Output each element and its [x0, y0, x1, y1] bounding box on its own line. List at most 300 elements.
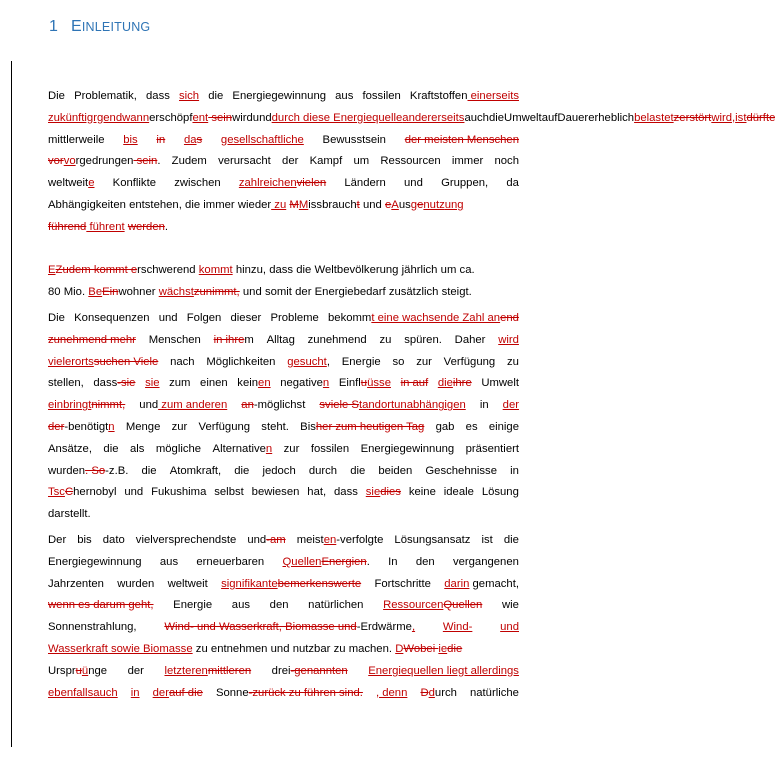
inserted-text: wird, [711, 111, 736, 124]
text-run: entnehmen [210, 642, 268, 655]
deleted-text: dürfte [746, 111, 775, 124]
text-run: und [404, 177, 423, 190]
text-run: wurden [117, 577, 155, 590]
word [470, 683, 519, 705]
text-run: dato [102, 533, 125, 546]
text-run: zusätzlich [388, 286, 439, 299]
word [711, 108, 735, 130]
text-run: weltweit [48, 177, 89, 190]
word [113, 173, 156, 195]
text-run: Problematik, [74, 90, 137, 102]
text-line [48, 173, 519, 195]
word [48, 461, 128, 483]
text-run: zu [379, 333, 392, 346]
text-run: Urspr [48, 664, 76, 677]
text-run: ideale [443, 486, 474, 499]
text-run: dieser [230, 311, 262, 324]
word [253, 108, 272, 130]
text-run: hernobyl [73, 486, 117, 499]
word [402, 260, 438, 282]
text-run: es [465, 420, 478, 433]
word [507, 352, 519, 374]
word [48, 617, 137, 639]
word [128, 217, 168, 239]
inserted-text: belastet [634, 111, 674, 124]
inserted-text: n [322, 377, 330, 390]
inserted-text: gesucht [287, 355, 327, 368]
word [289, 195, 359, 217]
deleted-text: -am [266, 533, 286, 546]
word [232, 108, 253, 130]
word [160, 552, 178, 574]
text-line [48, 130, 519, 152]
inserted-text: der [152, 686, 169, 699]
word [295, 282, 311, 304]
deleted-text: s [319, 399, 326, 412]
word [139, 395, 227, 417]
text-line [48, 308, 519, 330]
word [48, 130, 105, 152]
inserted-text: führent [86, 220, 125, 233]
text-run: Probleme [270, 311, 319, 324]
inserted-text: M [298, 198, 309, 211]
text-line [48, 595, 519, 617]
text-line [48, 86, 519, 108]
text-run: erneuerbaren [196, 555, 265, 568]
text-run: stellen, [48, 377, 84, 390]
word [334, 639, 346, 661]
deleted-text: . So [85, 464, 106, 477]
word [401, 373, 429, 395]
text-run: Ländern [344, 177, 386, 190]
text-run: keine [408, 486, 436, 499]
word [196, 639, 208, 661]
text-run: den [269, 599, 289, 612]
deleted-text: der meisten Menschen [404, 133, 519, 146]
word [48, 661, 107, 683]
text-run: Menge [125, 420, 161, 433]
word [238, 195, 286, 217]
text-run: -z. [105, 464, 118, 477]
word [442, 282, 472, 304]
inserted-text: darin [444, 577, 470, 590]
inserted-text: sie [145, 377, 160, 390]
word [557, 108, 588, 130]
deleted-text: M [289, 198, 299, 211]
word [366, 482, 401, 504]
text-line [48, 417, 519, 439]
word [269, 260, 293, 282]
text-run: hat, [307, 486, 327, 499]
revision-change-bar [11, 61, 12, 747]
text-run: als [129, 442, 145, 455]
word [466, 439, 519, 461]
text-run: verursacht [218, 155, 271, 168]
word [503, 395, 519, 417]
text-run: Fukushima [151, 486, 207, 499]
word [500, 617, 519, 639]
text-run: aus [159, 555, 179, 568]
word [231, 308, 262, 330]
word [284, 439, 300, 461]
text-run: nge [88, 664, 108, 677]
text-run: . [157, 155, 161, 168]
word [262, 461, 295, 483]
word [498, 330, 519, 352]
text-run: bekomm [328, 311, 372, 324]
word [48, 639, 193, 661]
deleted-text: -genannten [290, 664, 348, 677]
word [48, 417, 115, 439]
text-run: wird [232, 111, 253, 124]
text-run: Fortschritte [374, 577, 431, 590]
text-run: einen [200, 377, 228, 390]
word [74, 308, 149, 330]
document-body[interactable] [48, 86, 775, 704]
text-run: Energie [173, 599, 213, 612]
inserted-text: tandort [358, 399, 395, 412]
inserted-text: durch diese Energiequelle [271, 111, 403, 124]
word [128, 661, 144, 683]
text-run: in [510, 464, 519, 477]
word [441, 173, 488, 195]
text-line [48, 639, 519, 661]
word [174, 173, 220, 195]
word [232, 86, 326, 108]
paragraph [48, 308, 519, 526]
text-run: und [139, 399, 159, 412]
text-run: mögliche [155, 442, 202, 455]
text-run: die [234, 464, 250, 477]
deleted-text: s [196, 133, 203, 146]
deleted-text: Energien [321, 555, 367, 568]
word [239, 173, 326, 195]
word [416, 352, 432, 374]
word [123, 130, 137, 152]
text-run: zu [333, 642, 346, 655]
inserted-text: einbringt [48, 399, 92, 412]
deleted-text: sein [208, 111, 233, 124]
text-run: wieder [237, 198, 272, 211]
deleted-text: die [447, 642, 463, 655]
word [404, 173, 423, 195]
text-run: spüren. [404, 333, 442, 346]
word [405, 130, 519, 152]
text-line [48, 683, 519, 705]
deleted-text: Ein [102, 286, 119, 299]
text-run: Energiebedarf [314, 286, 386, 299]
word [315, 260, 399, 282]
word [510, 461, 519, 483]
inserted-text: vo [63, 155, 76, 168]
word [310, 151, 343, 173]
text-run: und [247, 533, 267, 546]
text-run: nutzbar [292, 642, 331, 655]
text-run: dass [334, 486, 358, 499]
text-run: aus [335, 90, 354, 102]
deleted-text: zunimmt, [193, 286, 240, 299]
word [378, 461, 412, 483]
text-run: zu [506, 355, 519, 368]
text-run: und [124, 486, 144, 499]
word [48, 439, 92, 461]
text-run: entstehen, [129, 198, 182, 211]
word [453, 552, 519, 574]
word [272, 108, 403, 130]
word [444, 574, 519, 596]
inserted-text: ie [438, 642, 448, 655]
word [339, 373, 391, 395]
text-run: gab [435, 420, 455, 433]
text-run: einige [488, 420, 519, 433]
word [136, 530, 236, 552]
word [48, 552, 142, 574]
text-run: zur [171, 420, 188, 433]
text-run: zur [283, 442, 300, 455]
word [480, 395, 489, 417]
inserted-text: wächst [158, 286, 194, 299]
text-run: weltweit [167, 577, 208, 590]
word [481, 373, 519, 395]
inserted-text: zukünftigrgendwann [48, 111, 150, 124]
text-run: hinzu, [235, 264, 267, 277]
inserted-text: t eine wachsende Zahl an [371, 311, 501, 324]
text-run: ca. [459, 264, 475, 277]
text-run: zur [416, 355, 432, 368]
text-run: der [127, 664, 144, 677]
deleted-text: zerstört [673, 111, 712, 124]
text-run: vielversprechendste [135, 533, 237, 546]
word [353, 151, 369, 173]
word [335, 86, 353, 108]
word [409, 482, 436, 504]
text-run: negative [280, 377, 323, 390]
word [308, 330, 367, 352]
text-run: erheblich [588, 111, 635, 124]
inserted-text: unabhängigen [394, 399, 466, 412]
text-run: m [244, 333, 254, 346]
word [323, 130, 386, 152]
text-line [48, 530, 519, 552]
text-run: zunehmend [307, 333, 367, 346]
word [185, 195, 200, 217]
word [48, 308, 65, 330]
word [221, 130, 304, 152]
deleted-text: e [385, 198, 392, 211]
text-run: Bewusstsein [322, 133, 386, 146]
word [218, 151, 271, 173]
word [460, 260, 475, 282]
inserted-text: vielerorts [48, 355, 94, 368]
text-run: somit [264, 286, 292, 299]
word [362, 86, 400, 108]
word [48, 504, 91, 526]
text-run: die [503, 533, 519, 546]
section-title: EINLEITUNG [71, 18, 151, 35]
word [272, 661, 348, 683]
text-run: bewiesen [251, 486, 300, 499]
text-line [48, 260, 519, 282]
text-run: Geschehnisse [425, 464, 497, 477]
word [466, 417, 478, 439]
inserted-text: und [500, 621, 519, 634]
word [187, 308, 222, 330]
text-run: in [479, 399, 489, 412]
text-run: wie [501, 599, 519, 612]
word [237, 373, 270, 395]
paragraph-spacing [48, 239, 519, 261]
word [502, 595, 519, 617]
word [452, 151, 483, 173]
text-line [48, 617, 519, 639]
text-run: die [208, 90, 224, 102]
text-run: und [362, 198, 382, 211]
word [236, 260, 266, 282]
inserted-text: E [48, 264, 56, 277]
word [394, 530, 470, 552]
word [380, 151, 440, 173]
text-run: B. [117, 464, 129, 477]
text-line [48, 195, 519, 217]
word [420, 683, 456, 705]
inserted-text: ist [735, 111, 747, 124]
inserted-text: da [183, 133, 197, 146]
word [464, 108, 489, 130]
text-run: aus [231, 599, 250, 612]
word [216, 683, 363, 705]
text-run: rschwerend [137, 264, 196, 277]
text-run: und [242, 286, 262, 299]
word [252, 482, 300, 504]
text-run: der [282, 155, 299, 168]
text-run: nach [170, 355, 195, 368]
text-run: die [488, 111, 505, 124]
word [48, 373, 84, 395]
deleted-text: ihre [452, 377, 472, 390]
text-run: Alternative [212, 442, 266, 455]
deleted-text: zunehmend mehr [48, 333, 136, 346]
text-line [48, 504, 519, 526]
word [271, 639, 290, 661]
text-run: meist [296, 533, 324, 546]
inserted-text: Tsc [48, 486, 65, 499]
word [129, 195, 182, 217]
text-line [48, 439, 519, 461]
text-run: noch [494, 155, 519, 168]
inserted-text: gesellschaftliche [220, 133, 304, 146]
word [48, 217, 125, 239]
text-run: machen. [348, 642, 393, 655]
word [146, 86, 170, 108]
deleted-text: mittleren [207, 664, 252, 677]
text-run: selbst [214, 486, 244, 499]
text-run: Ansätze, [48, 442, 92, 455]
text-run: mittlerweile [48, 133, 105, 146]
word [265, 282, 292, 304]
text-line [48, 661, 519, 683]
word [232, 595, 250, 617]
text-line [48, 373, 519, 395]
text-line [48, 574, 519, 596]
word [425, 461, 497, 483]
text-run: Sonne [215, 686, 249, 699]
text-line [48, 282, 519, 304]
text-run: den [415, 555, 435, 568]
word [311, 439, 349, 461]
text-run: Energiegewinnung [232, 90, 327, 102]
text-run: ist [481, 533, 493, 546]
word [293, 639, 331, 661]
word [342, 352, 381, 374]
word [383, 595, 482, 617]
deleted-text: Zudem kommt e [55, 264, 138, 277]
text-run: urch [434, 686, 457, 699]
word [261, 417, 289, 439]
text-run: -verfolgte [336, 533, 384, 546]
word [149, 330, 201, 352]
text-run: immer [203, 198, 235, 211]
text-run: Gruppen, [441, 177, 489, 190]
deleted-text: t [356, 198, 360, 211]
inserted-text: A [391, 198, 399, 211]
word [542, 108, 558, 130]
text-run: Menschen [148, 333, 201, 346]
text-line [48, 352, 519, 374]
inserted-text: , denn [375, 686, 408, 699]
inserted-text: Be [88, 286, 103, 299]
word [211, 639, 268, 661]
word [404, 330, 442, 352]
word [48, 530, 66, 552]
word [482, 482, 519, 504]
deleted-text: end [500, 311, 519, 324]
deleted-text: Quellen [443, 599, 483, 612]
word [349, 639, 392, 661]
word [634, 108, 711, 130]
word [48, 683, 118, 705]
word [374, 574, 431, 596]
text-run: Alltag [266, 333, 295, 346]
text-run: Weltbevölkerung [314, 264, 399, 277]
word [142, 461, 157, 483]
word [199, 260, 233, 282]
text-line [48, 217, 519, 239]
text-line [48, 151, 519, 173]
word [159, 282, 240, 304]
word [388, 552, 397, 574]
inserted-text: kommt [198, 264, 233, 277]
word [243, 282, 262, 304]
word [441, 260, 457, 282]
text-run: Abhängigkeiten [48, 198, 126, 211]
text-run: issbrauch [308, 198, 357, 211]
word [153, 683, 203, 705]
text-run: -Erdwärme [356, 621, 412, 634]
text-run: die [185, 198, 201, 211]
text-run: Mio. [63, 286, 86, 299]
text-run: rgedrungen [75, 155, 134, 168]
word [48, 282, 61, 304]
word [48, 108, 149, 130]
word [328, 308, 519, 330]
text-run: 80 [48, 286, 61, 299]
inserted-text: g [410, 198, 418, 211]
inserted-text: nutz [423, 198, 445, 211]
text-run: präsentiert [465, 442, 519, 455]
text-run: Möglichkeiten [206, 355, 276, 368]
text-run: us [398, 198, 411, 211]
word [334, 482, 358, 504]
